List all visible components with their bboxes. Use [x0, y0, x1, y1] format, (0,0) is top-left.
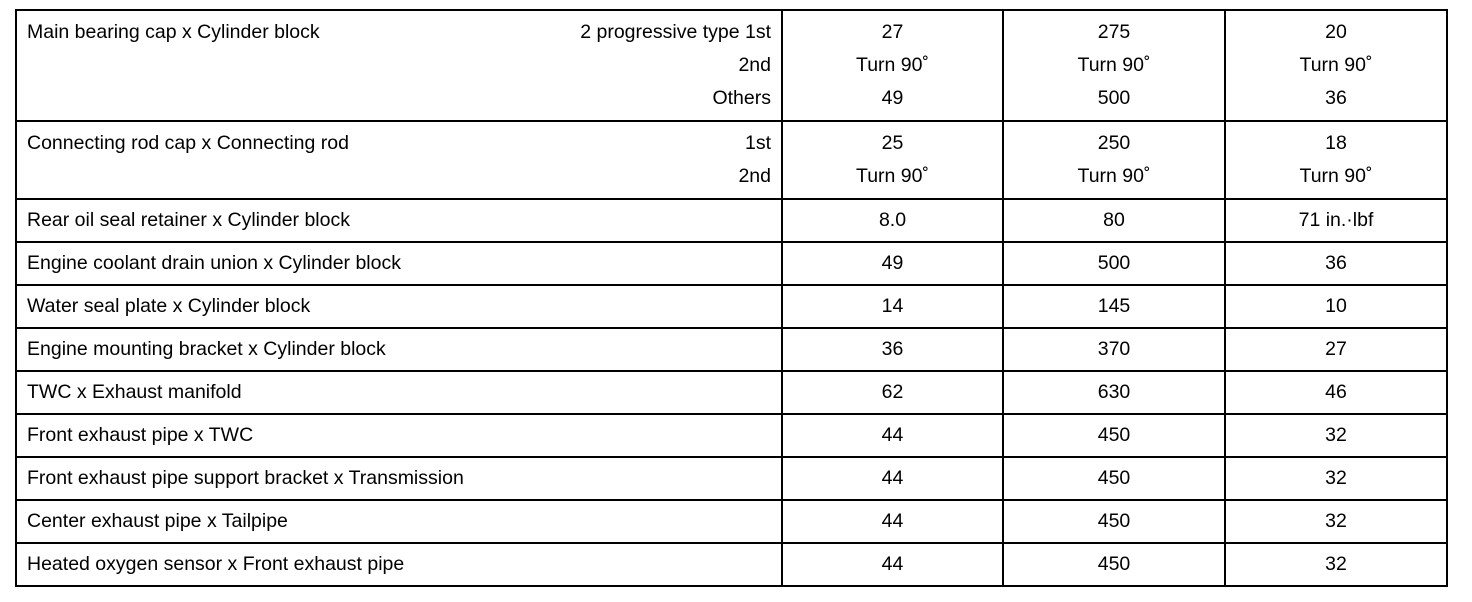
kgfcm-value: 450 — [1097, 553, 1131, 575]
kgfcm-value: 250 — [1097, 132, 1131, 154]
kgfcm-value: 370 — [1097, 338, 1131, 360]
kgfcm-value: Turn 90˚ — [1077, 165, 1151, 187]
table-row — [16, 500, 1447, 543]
part-cell — [16, 457, 782, 500]
ftlbf-value: 36 — [1325, 252, 1347, 274]
table-row — [16, 10, 1447, 121]
nm-cell — [782, 543, 1003, 586]
kgfcm-cell — [1003, 457, 1225, 500]
nm-value: 27 — [881, 21, 904, 43]
kgfcm-value: 500 — [1097, 252, 1131, 274]
nm-value: 49 — [881, 87, 904, 109]
ftlbf-cell — [1225, 328, 1447, 371]
kgfcm-cell — [1003, 121, 1225, 199]
kgfcm-value: 450 — [1097, 467, 1131, 489]
step-label: 2 progressive type 1st — [580, 21, 771, 43]
kgfcm-cell — [1003, 242, 1225, 285]
ftlbf-value: Turn 90˚ — [1299, 54, 1373, 76]
step-label: 1st — [744, 132, 771, 154]
ftlbf-cell — [1225, 543, 1447, 586]
part-cell — [16, 199, 782, 242]
kgfcm-value: 450 — [1097, 510, 1131, 532]
nm-value: 36 — [881, 338, 904, 360]
part-cell — [16, 414, 782, 457]
kgfcm-cell — [1003, 199, 1225, 242]
part-cell — [16, 371, 782, 414]
part-cell — [16, 500, 782, 543]
ftlbf-value: 32 — [1325, 467, 1347, 489]
kgfcm-cell — [1003, 371, 1225, 414]
part-name: Heated oxygen sensor x Front exhaust pipe — [27, 553, 405, 575]
kgfcm-value: 630 — [1097, 381, 1131, 403]
step-label: 2nd — [738, 54, 771, 76]
ftlbf-cell — [1225, 199, 1447, 242]
table-row — [16, 414, 1447, 457]
kgfcm-cell — [1003, 328, 1225, 371]
ftlbf-value: 20 — [1325, 21, 1347, 43]
kgfcm-value: 275 — [1097, 21, 1131, 43]
ftlbf-cell — [1225, 121, 1447, 199]
part-name: Rear oil seal retainer x Cylinder block — [27, 209, 350, 231]
nm-cell — [782, 328, 1003, 371]
nm-value: 8.0 — [878, 209, 907, 231]
ftlbf-value: 46 — [1325, 381, 1347, 403]
ftlbf-value: 32 — [1325, 553, 1347, 575]
ftlbf-cell — [1225, 242, 1447, 285]
part-name: Engine mounting bracket x Cylinder block — [27, 338, 386, 360]
nm-value: 44 — [881, 424, 904, 446]
nm-cell — [782, 285, 1003, 328]
ftlbf-value: 10 — [1325, 295, 1347, 317]
table-row — [16, 199, 1447, 242]
nm-cell — [782, 414, 1003, 457]
table-row — [16, 543, 1447, 586]
nm-value: 25 — [881, 132, 904, 154]
table-row — [16, 285, 1447, 328]
table-row — [16, 242, 1447, 285]
step-label: Others — [712, 87, 771, 109]
torque-spec-table — [15, 9, 1448, 587]
ftlbf-value: 36 — [1325, 87, 1347, 109]
table-row — [16, 328, 1447, 371]
part-name: Water seal plate x Cylinder block — [27, 295, 311, 317]
kgfcm-value: Turn 90˚ — [1077, 54, 1151, 76]
ftlbf-value: 71 in.·lbf — [1298, 209, 1374, 231]
kgfcm-value: 450 — [1097, 424, 1131, 446]
part-cell — [16, 543, 782, 586]
ftlbf-cell — [1225, 500, 1447, 543]
part-name: Engine coolant drain union x Cylinder block — [27, 252, 401, 274]
nm-cell — [782, 371, 1003, 414]
part-name: Front exhaust pipe support bracket x Transmission — [27, 467, 464, 489]
nm-value: 49 — [881, 252, 904, 274]
kgfcm-cell — [1003, 414, 1225, 457]
part-cell — [16, 242, 782, 285]
table-row — [16, 121, 1447, 199]
nm-cell — [782, 10, 1003, 121]
kgfcm-cell — [1003, 10, 1225, 121]
table-row — [16, 371, 1447, 414]
ftlbf-value: 32 — [1325, 424, 1347, 446]
kgfcm-cell — [1003, 500, 1225, 543]
kgfcm-value: 145 — [1097, 295, 1131, 317]
part-name: TWC x Exhaust manifold — [27, 381, 242, 403]
part-name: Front exhaust pipe x TWC — [27, 424, 254, 446]
nm-cell — [782, 121, 1003, 199]
ftlbf-cell — [1225, 10, 1447, 121]
part-cell — [16, 328, 782, 371]
nm-value: 44 — [881, 467, 904, 489]
nm-cell — [782, 199, 1003, 242]
nm-value: 44 — [881, 553, 904, 575]
kgfcm-value: 500 — [1097, 87, 1131, 109]
table-row — [16, 457, 1447, 500]
part-cell — [16, 285, 782, 328]
ftlbf-value: 32 — [1325, 510, 1347, 532]
kgfcm-cell — [1003, 543, 1225, 586]
nm-cell — [782, 242, 1003, 285]
ftlbf-value: Turn 90˚ — [1299, 165, 1373, 187]
kgfcm-cell — [1003, 285, 1225, 328]
part-name: Center exhaust pipe x Tailpipe — [27, 510, 288, 532]
nm-cell — [782, 500, 1003, 543]
ftlbf-value: 18 — [1325, 132, 1347, 154]
nm-value: 44 — [881, 510, 904, 532]
ftlbf-cell — [1225, 457, 1447, 500]
nm-value: 14 — [881, 295, 904, 317]
nm-cell — [782, 457, 1003, 500]
ftlbf-cell — [1225, 414, 1447, 457]
part-cell — [16, 121, 782, 199]
ftlbf-cell — [1225, 285, 1447, 328]
nm-value: Turn 90˚ — [856, 165, 929, 187]
step-label: 2nd — [738, 165, 771, 187]
nm-value: 62 — [881, 381, 904, 403]
kgfcm-value: 80 — [1103, 209, 1125, 231]
nm-value: Turn 90˚ — [856, 54, 929, 76]
part-name: Connecting rod cap x Connecting rod — [27, 132, 349, 154]
part-cell — [16, 10, 782, 121]
ftlbf-value: 27 — [1325, 338, 1347, 360]
part-name: Main bearing cap x Cylinder block — [27, 21, 320, 43]
ftlbf-cell — [1225, 371, 1447, 414]
